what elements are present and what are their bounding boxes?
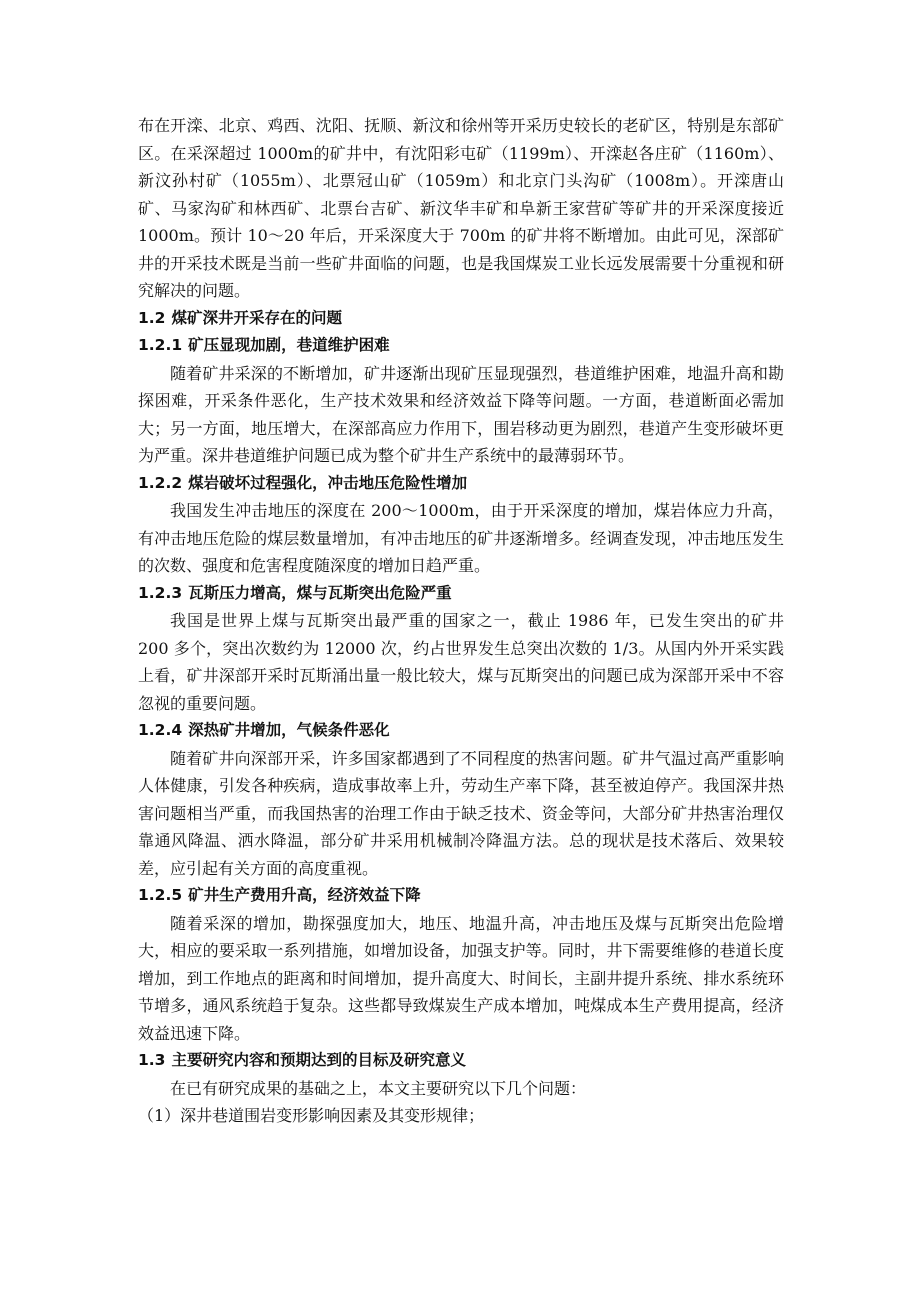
section-heading-1-3 [138,1047,784,1075]
section-title: 煤矿深井开采存在的问题 [171,308,342,327]
section-number: 1.3 [138,1051,166,1069]
subsection-heading-1-2-4 [138,717,784,745]
paragraph-pressure: 随着矿井采深的不断增加，矿井逐渐出现矿压显现强烈，巷道维护困难，地温升高和勘探困难，开采条件恶化，生产技术效果和经济效益下降等问题。一方面，巷道断面必需加大；另一方面，地压增大，在深部高应力作用下，围岩移动更为剧烈，巷道产生变形破坏更为严重。深井巷道维护问题已成为整个矿井生产系统中的最薄弱环节。 [138,363,784,465]
subsection-number: 1.2.2 [138,473,183,492]
subsection-title: 矿压显现加剧，巷道维护困难 [188,336,390,354]
list-item: （1）深井巷道围岩变形影响因素及其变形规律； [138,1106,485,1125]
paragraph-rockburst: 我国发生冲击地压的深度在 200～1000m，由于开采深度的增加，煤岩体应力升高，有冲击地压危险的煤层数量增加，有冲击地压的矿井逐渐增多。经调查发现，冲击地压发生的次数、强度和危害程度随深度的增加日趋严重。 [138,501,784,575]
subsection-title: 煤岩破坏过程强化，冲击地压危险性增加 [188,473,468,492]
section-title: 主要研究内容和预期达到的目标及研究意义 [171,1051,466,1069]
paragraph-cost: 随着采深的增加，勘探强度加大，地压、地温升高，冲击地压及煤与瓦斯突出危险增大，相应的要采取一系列措施，如增加设备，加强支护等。同时，井下需要维修的巷道长度增加，到工作地点的距离和时间增加，提升高度大、时间长，主副井提升系统、排水系统环节增多，通风系统趋于复杂。这些都导致煤炭生产成本增加，吨煤成本生产费用提高，经济效益迅速下降。 [138,913,784,1043]
subsection-number: 1.2.1 [138,336,183,354]
subsection-number: 1.2.4 [138,721,183,739]
subsection-title: 瓦斯压力增高，煤与瓦斯突出危险严重 [188,583,452,602]
paragraph-intro: 布在开滦、北京、鸡西、沈阳、抚顺、新汶和徐州等开采历史较长的老矿区，特别是东部矿区。在采深超过 1000m的矿井中，有沈阳彩屯矿（1199m）、开滦赵各庄矿（1160m）、新汶孙村矿（1055m）、北票冠山矿（1059m）和北京门头沟矿（1008m）。开滦唐山矿、马家沟矿和林西矿、北票台吉矿、新汶华丰矿和阜新王家营矿等矿井的开采深度接近 1000m。预计 10～20 年后，开采深度大于 700m 的矿井将不断增加。由此可见，深部矿井的开采技术既是当前一些矿井面临的问题，也是我国煤炭工业长远发展需要十分重视和研究解决的问题。 [138,116,784,300]
subsection-heading-1-2-5 [138,882,784,910]
subsection-heading-1-2-3 [138,580,784,608]
subsection-number: 1.2.5 [138,886,183,904]
subsection-heading-1-2-1 [138,332,784,360]
section-number: 1.2 [138,308,166,327]
paragraph-research-intro: 在已有研究成果的基础之上，本文主要研究以下几个问题： [170,1078,587,1098]
subsection-title: 矿井生产费用升高，经济效益下降 [188,886,421,904]
subsection-number: 1.2.3 [138,583,183,602]
paragraph-heat: 随着矿井向深部开采，许多国家都遇到了不同程度的热害问题。矿井气温过高严重影响人体健康，引发各种疾病，造成事故率上升，劳动生产率下降，甚至被迫停产。我国深井热害问题相当严重，而我国热害的治理工作由于缺乏技术、资金等问，大部分矿井热害治理仅靠通风降温、洒水降温，部分矿井采用机械制冷降温方法。总的现状是技术落后、效果较差，应引起有关方面的高度重视。 [138,748,784,878]
subsection-title: 深热矿井增加，气候条件恶化 [188,721,390,739]
paragraph-gas: 我国是世界上煤与瓦斯突出最严重的国家之一，截止 1986 年，已发生突出的矿井 200 多个，突出次数约为 12000 次，约占世界发生总突出次数的 1/3。从国内外开采实践上看，矿井深部开采时瓦斯涌出量一般比较大，煤与瓦斯突出的问题已成为深部开采中不容忽视的重要问题。 [138,611,784,713]
section-heading-1-2 [138,305,784,333]
document-page [138,112,784,1130]
subsection-heading-1-2-2 [138,470,784,498]
